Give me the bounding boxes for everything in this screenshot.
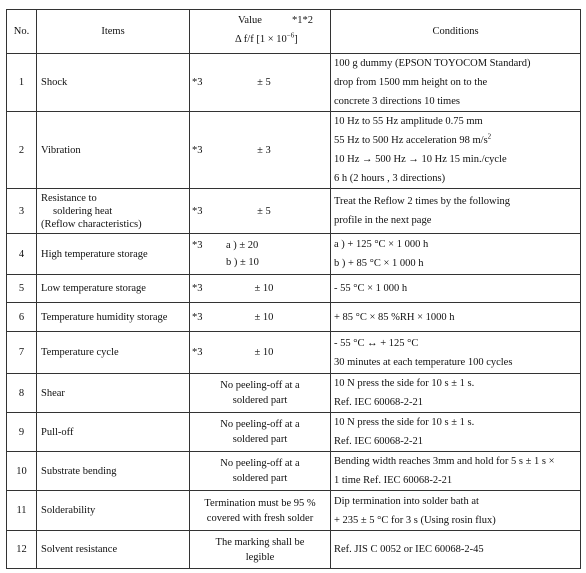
row-conditions <box>331 189 581 234</box>
condition-line: a ) + 125 °C × 1 000 h <box>334 239 429 250</box>
header-items: Items <box>37 10 190 54</box>
condition-line: 10 Hz to 55 Hz amplitude 0.75 mm <box>334 116 483 127</box>
row-value <box>190 413 331 452</box>
condition-line: - 55 °C × 1 000 h <box>334 283 408 294</box>
value-number: ± 3 <box>257 144 271 156</box>
row-no: 4 <box>7 234 37 275</box>
condition-line: profile in the next page <box>334 215 432 226</box>
header-value-unit <box>235 31 298 45</box>
table-row <box>7 275 581 303</box>
value-line: No peeling-off at a <box>220 458 300 469</box>
row-no: 9 <box>7 413 37 452</box>
value-line: soldered part <box>232 434 288 445</box>
row-item: Pull-off <box>37 413 190 452</box>
value-line: covered with fresh solder <box>206 512 314 524</box>
row-value <box>190 491 331 531</box>
condition-line: 1 time Ref. IEC 60068-2-21 <box>334 475 453 486</box>
row-value <box>190 332 331 374</box>
note-mark: *3 <box>192 77 203 88</box>
header-conditions: Conditions <box>331 10 581 54</box>
condition-line: b ) + 85 °C × 1 000 h <box>334 258 424 269</box>
condition-text: 55 Hz to 500 Hz acceleration 98 m/s <box>334 135 488 146</box>
unit-pre: Δ f/f [1 × 10 <box>235 34 287 45</box>
table-row <box>7 234 581 275</box>
row-value <box>190 54 331 112</box>
row-conditions <box>331 452 581 491</box>
table-row <box>7 189 581 234</box>
condition-line: Ref. IEC 60068-2-21 <box>334 436 423 447</box>
row-no: 6 <box>7 303 37 332</box>
table-row <box>7 491 581 531</box>
value-line: soldered part <box>232 473 288 484</box>
header-value-notes: *1*2 <box>292 15 313 26</box>
row-item: Temperature humidity storage <box>37 303 190 332</box>
row-conditions <box>331 234 581 275</box>
table-row <box>7 112 581 189</box>
table-row <box>7 452 581 491</box>
value-line: soldered part <box>232 395 288 406</box>
row-item: Low temperature storage <box>37 275 190 303</box>
condition-line: - 55 °C ↔ + 125 °C <box>334 337 419 349</box>
row-item: Solvent resistance <box>37 531 190 569</box>
condition-line: concrete 3 directions 10 times <box>334 96 460 107</box>
row-value <box>190 303 331 332</box>
value-number: ± 5 <box>257 205 271 217</box>
condition-line: Bending width reaches 3mm and hold for 5 s ± 1 s × <box>334 456 555 467</box>
note-mark: *3 <box>192 347 203 358</box>
row-no: 7 <box>7 332 37 374</box>
value-line: No peeling-off at a <box>220 380 300 391</box>
note-mark: *3 <box>192 283 203 294</box>
row-conditions <box>331 275 581 303</box>
condition-line <box>334 131 580 150</box>
condition-line: 100 g dummy (EPSON TOYOCOM Standard) <box>334 58 531 69</box>
row-item: Vibration <box>37 112 190 189</box>
row-no: 11 <box>7 491 37 531</box>
row-conditions <box>331 491 581 531</box>
row-conditions <box>331 112 581 189</box>
row-no: 2 <box>7 112 37 189</box>
value-number: ± 10 <box>254 347 274 358</box>
unit-post: ] <box>294 34 298 45</box>
condition-line: 10 Hz → 500 Hz → 10 Hz 15 min./cycle <box>334 154 507 165</box>
table-row <box>7 54 581 112</box>
note-mark: *3 <box>192 205 203 217</box>
row-item: Temperature cycle <box>37 332 190 374</box>
value-number: ± 5 <box>257 77 271 88</box>
item-line: Resistance to <box>41 192 97 204</box>
condition-line: 6 h (2 hours , 3 directions) <box>334 173 446 184</box>
condition-line: Ref. IEC 60068-2-21 <box>334 397 423 408</box>
value-number: ± 10 <box>254 283 274 294</box>
row-value <box>190 112 331 189</box>
row-conditions <box>331 54 581 112</box>
condition-line: + 85 °C × 85 %RH × 1000 h <box>334 311 455 323</box>
unit-exp: −6 <box>286 31 295 40</box>
item-line: soldering heat <box>53 205 113 217</box>
row-item: Substrate bending <box>37 452 190 491</box>
table-row <box>7 332 581 374</box>
row-no: 1 <box>7 54 37 112</box>
condition-line: Treat the Reflow 2 times by the following <box>334 196 511 207</box>
condition-line: drop from 1500 mm height on to the <box>334 77 488 88</box>
note-mark: *3 <box>192 240 203 251</box>
condition-line: 30 minutes at each temperature 100 cycles <box>334 356 513 368</box>
row-no: 5 <box>7 275 37 303</box>
header-value-label: Value <box>238 15 262 26</box>
table-header-row <box>7 10 581 54</box>
table-row <box>7 374 581 413</box>
reliability-test-table <box>6 9 581 569</box>
condition-line: Ref. JIS C 0052 or IEC 60068-2-45 <box>334 544 484 555</box>
row-item <box>37 189 190 234</box>
row-conditions <box>331 413 581 452</box>
header-no: No. <box>7 10 37 54</box>
condition-line: 10 N press the side for 10 s ± 1 s. <box>334 417 475 428</box>
table-row <box>7 303 581 332</box>
row-no: 10 <box>7 452 37 491</box>
note-mark: *3 <box>192 311 203 323</box>
row-value <box>190 189 331 234</box>
row-conditions <box>331 303 581 332</box>
row-item: Shock <box>37 54 190 112</box>
note-mark: *3 <box>192 144 203 156</box>
row-no: 8 <box>7 374 37 413</box>
value-a: a ) ± 20 <box>226 240 259 251</box>
row-item: High temperature storage <box>37 234 190 275</box>
value-line: Termination must be 95 % <box>204 497 316 509</box>
item-line: (Reflow characteristics) <box>41 218 142 230</box>
row-item: Solderability <box>37 491 190 531</box>
row-conditions <box>331 332 581 374</box>
value-line: The marking shall be <box>215 536 305 548</box>
condition-line: Dip termination into solder bath at <box>334 495 479 507</box>
condition-sup: 2 <box>487 132 492 141</box>
row-no: 3 <box>7 189 37 234</box>
header-value <box>190 10 331 54</box>
value-b: b ) ± 10 <box>226 257 259 268</box>
row-item: Shear <box>37 374 190 413</box>
value-line: No peeling-off at a <box>220 419 300 430</box>
condition-line: 10 N press the side for 10 s ± 1 s. <box>334 378 475 389</box>
row-value <box>190 275 331 303</box>
value-line: legible <box>245 551 275 563</box>
value-number: ± 10 <box>254 311 274 323</box>
row-value <box>190 452 331 491</box>
row-conditions <box>331 374 581 413</box>
table-row <box>7 413 581 452</box>
row-conditions <box>331 531 581 569</box>
table-row <box>7 531 581 569</box>
row-value <box>190 531 331 569</box>
row-value <box>190 374 331 413</box>
condition-line: + 235 ± 5 °C for 3 s (Using rosin flux) <box>334 514 496 526</box>
row-no: 12 <box>7 531 37 569</box>
row-value <box>190 234 331 275</box>
